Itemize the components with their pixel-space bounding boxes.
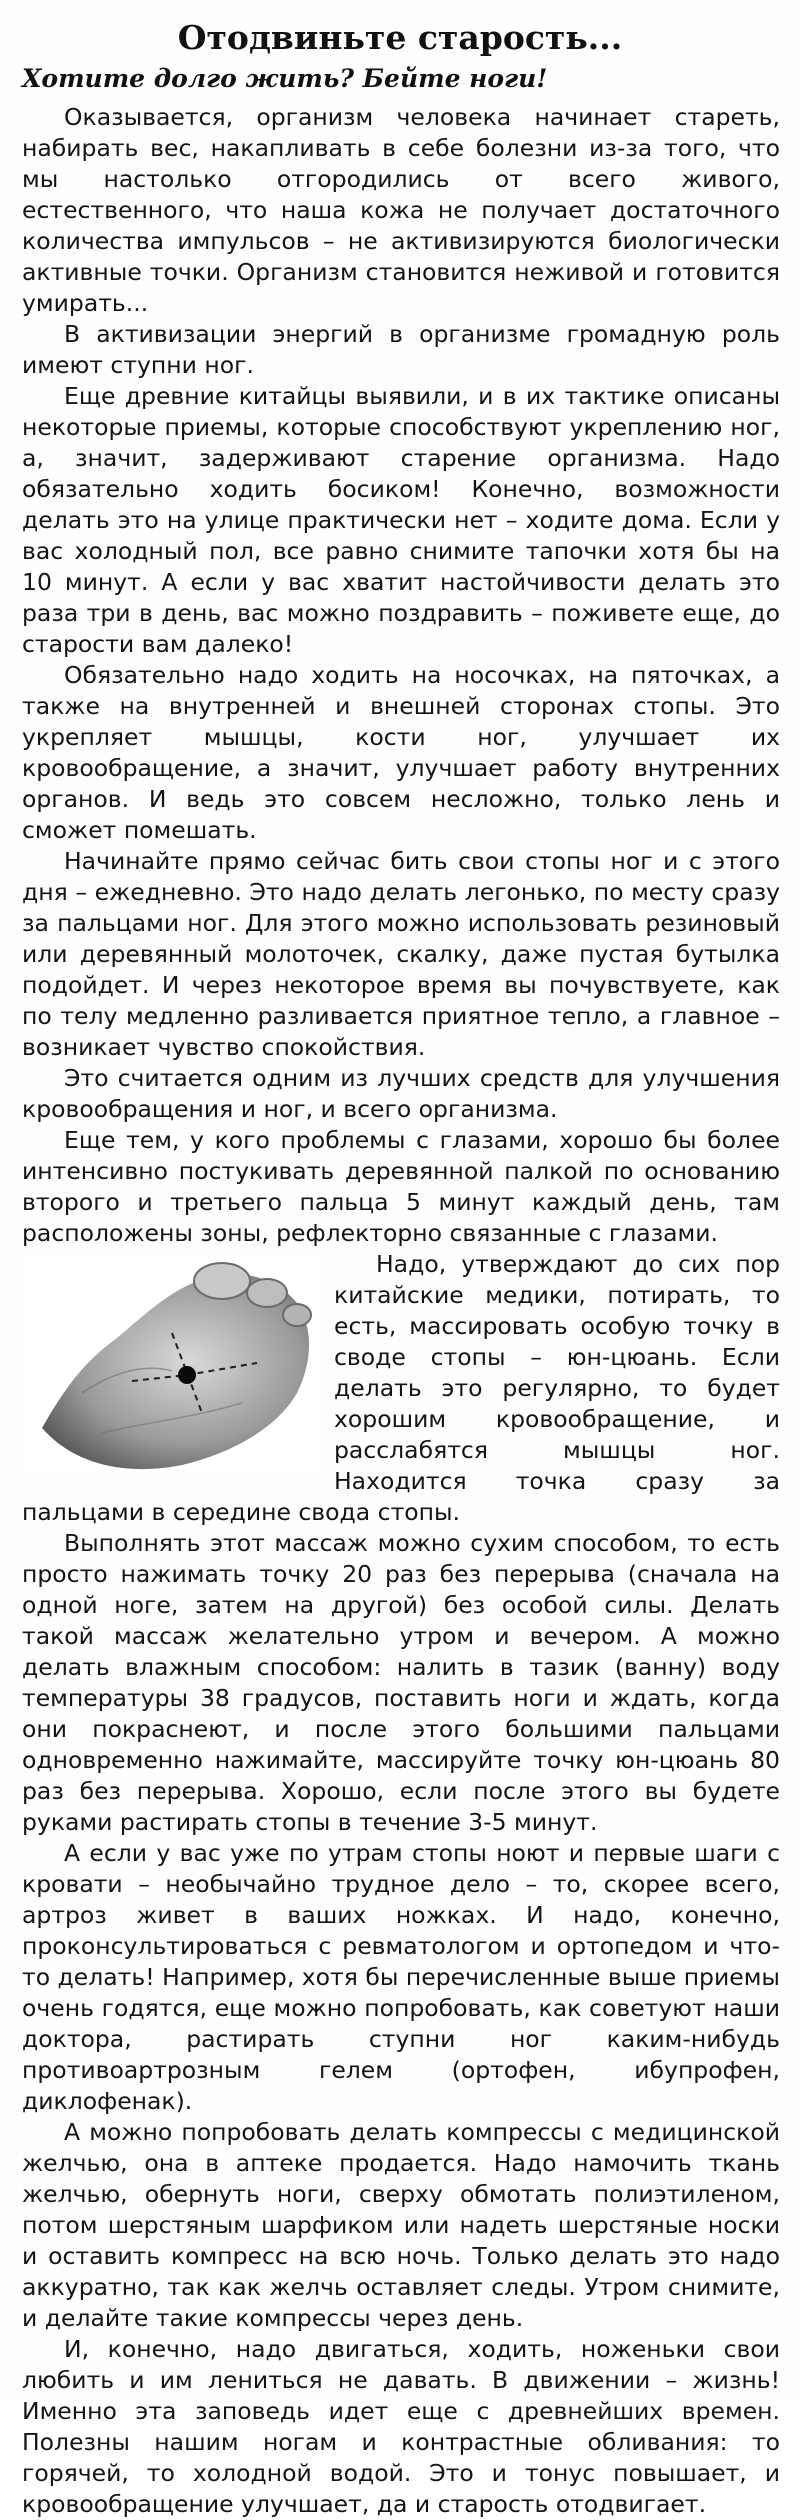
paragraph: Обязательно надо ходить на носочках, на пяточках, а также на внутренней и внешней сторонах стопы. Это укрепляет мышцы, кости ног, улучшает их кровообращение, а значит, улучшает работу внутренних органов. И ведь это совсем несложно, только лень и сможет помешать.: [22, 661, 780, 844]
paragraph: Начинайте прямо сейчас бить свои стопы ног и с этого дня – ежедневно. Это надо делать легонько, по месту сразу за пальцами ног. Для этого можно использовать резиновый или деревянный молоточек, скалку, даже пустая бутылка подойдет. И через некоторое время вы почувствуете, как по телу медленно разливается приятное тепло, а главное – возникает чувство спокойствия.: [22, 847, 780, 1061]
paragraph: Еще древние китайцы выявили, и в их тактике описаны некоторые приемы, которые способствуют укреплению ног, а, значит, задерживают старение организма. Надо обязательно ходить босиком! Конечно, возможности делать это на улице практически нет – ходите дома. Если у вас холодный пол, все равно снимите тапочки хотя бы на 10 минут. А если у вас хватит настойчивости делать это раза три в день, вас можно поздравить – поживете еще, до старости вам далеко!: [22, 382, 780, 658]
paragraph: Это считается одним из лучших средств для улучшения кровообращения и ног, и всего организма.: [22, 1064, 780, 1123]
paragraph: А можно попробовать делать компрессы с медицинской желчью, она в аптеке продается. Надо намочить ткань желчью, обернуть ноги, сверху обмотать полиэтиленом, потом шерстяным шарфиком или надеть шерстяные носки и оставить компресс на всю ночь. Только делать это надо аккуратно, так как желчь оставляет следы. Утром снимите, и делайте такие компрессы через день.: [22, 2118, 780, 2332]
paragraph: Оказывается, организм человека начинает стареть, набирать вес, накапливать в себе болезни из-за того, что мы настолько отгородились от всего живого, естественного, что наша кожа не получает достаточного количества импульсов – не активизируются биологически активные точки. Организм становится неживой и готовится умирать...: [22, 103, 780, 317]
article-subtitle: Хотите долго жить? Бейте ноги!: [22, 64, 548, 93]
paragraph: Выполнять этот массаж можно сухим способом, то есть просто нажимать точку 20 раз без перерыва (сначала на одной ноге, затем на другой) без особой силы. Делать такой массаж желательно утром и вечером. А можно делать влажным способом: налить в тазик (ванну) воду температуры 38 градусов, поставить ноги и ждать, когда они покраснеют, и после этого большими пальцами одновременно нажимайте, массируйте точку юн-цюань 80 раз без перерыва. Хорошо, если после этого вы будете руками растирать стопы в течение 3-5 минут.: [22, 1529, 780, 1836]
article-title: Отодвиньте старость...: [177, 18, 623, 57]
paragraph: И, конечно, надо двигаться, ходить, ноженьки свои любить и им лениться не давать. В движении – жизнь! Именно эта заповедь идет еще с древнейших времен. Полезны нашим ногам и контрастные обливания: то горячей, то холодной водой. Это и тонус повышает, и кровообращение улучшает, да и старость отодвигает.: [22, 2335, 780, 2518]
paragraph: В активизации энергий в организме громадную роль имеют ступни ног.: [22, 320, 780, 379]
article-body: [22, 102, 780, 2520]
paragraph: А если у вас уже по утрам стопы ноют и первые шаги с кровати – необычайно трудное дело – то, скорее всего, артроз живет в ваших ножках. И надо, конечно, проконсультироваться с ревматологом и ортопедом и что-то делать! Например, хотя бы перечисленные выше приемы очень годятся, еще можно попробовать, как советуют наши доктора, растирать ступни ног каким-нибудь противоартрозным гелем (ортофен, ибупрофен, диклофенак).: [22, 1839, 780, 2115]
foot-sole-illustration-icon: [22, 1253, 322, 1473]
paragraph-yun-quan: Надо, утверждают до сих пор китайские медики, потирать, то есть, массировать особую точку в своде стопы – юн-цюань. Если делать это регулярно, то будет хорошим кровообращение, и расслабятся мышцы ног. Находится точка сразу за пальцами в середине свода стопы.: [22, 1250, 780, 1526]
yun-quan-point: [178, 1366, 196, 1384]
paragraph-eyes-intro: Еще тем, у кого проблемы с глазами, хорошо бы более интенсивно постукивать деревянной палкой по основанию второго и третьего пальца 5 минут каждый день, там расположены зоны, рефлекторно связанные с глазами.: [22, 1126, 780, 1247]
